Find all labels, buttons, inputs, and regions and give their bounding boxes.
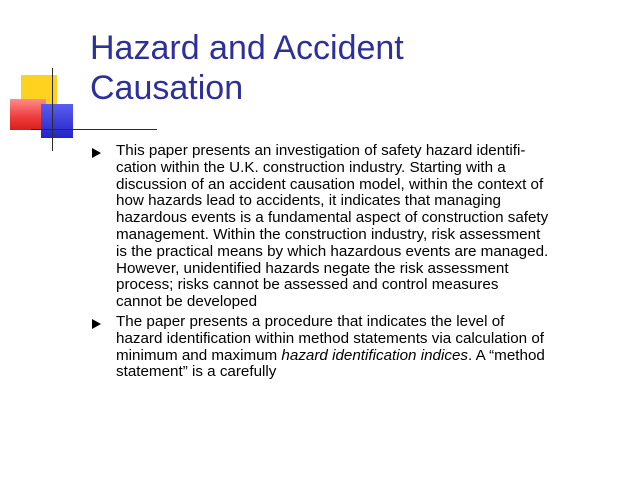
bullet-text (116, 143, 621, 311)
bullet-arrow-icon (92, 319, 101, 328)
horizontal-line-decoration (31, 129, 157, 130)
text-line (116, 348, 621, 365)
text-line: This paper presents an investigation of safety hazard identifi- (116, 142, 526, 159)
text-line: However, unidentified hazards negate the risk assessment (116, 259, 509, 277)
text-line: management. Within the construction industry, risk assessment (116, 225, 541, 243)
title-line: Hazard and Accident (90, 29, 404, 67)
text-line: statement” is a carefully (116, 363, 277, 381)
text-line: hazard identification within method statements via calculation of (116, 329, 545, 347)
text-line: cannot be developed (116, 293, 258, 311)
bullet-item (92, 143, 622, 311)
text-line: process; risks cannot be assessed and control measures (116, 276, 499, 294)
text-line: The paper presents a procedure that indicates the level of (116, 312, 505, 330)
slide-title (90, 28, 530, 108)
text-segment: minimum and maximum (116, 346, 282, 364)
text-line: cation within the U.K. construction industry. Starting with a (116, 158, 506, 176)
text-line: is the practical means by which hazardous events are managed. (116, 242, 549, 260)
emphasized-term: hazard identification indices (281, 346, 469, 364)
text-line: discussion of an accident causation model, within the context of (116, 175, 544, 193)
title-line: Causation (90, 69, 244, 107)
bullet-arrow-icon (92, 148, 101, 157)
text-segment: . A “method (468, 346, 545, 364)
text-line: how hazards lead to accidents, it indicates that managing (116, 192, 501, 210)
bullet-list (92, 143, 622, 381)
vertical-line-decoration (52, 68, 53, 151)
blue-square-decoration (41, 104, 73, 138)
text-line: hazardous events is a fundamental aspect of construction safety (116, 209, 549, 227)
bullet-text (116, 314, 621, 381)
bullet-item (92, 314, 622, 381)
